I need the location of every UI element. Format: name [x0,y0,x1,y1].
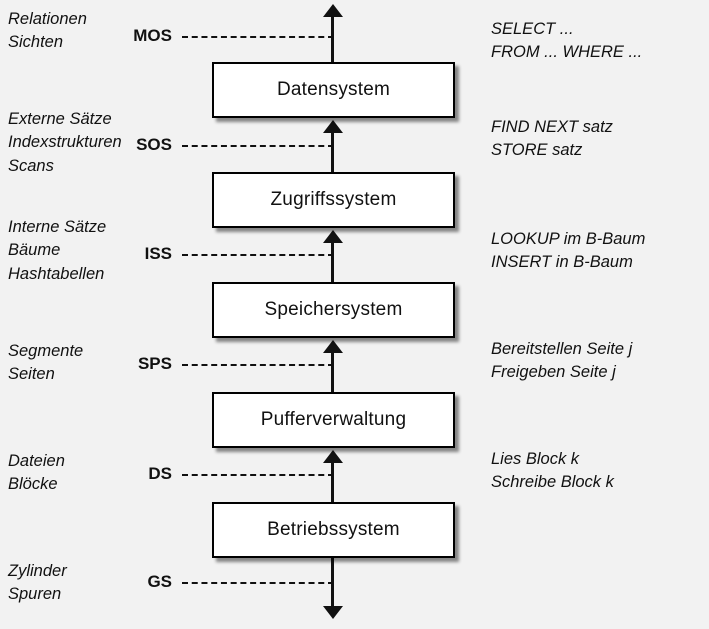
right-operation-line: Bereitstellen Seite j [491,340,633,358]
layer-box-pufferverwaltung[interactable] [212,392,455,448]
layer-box-label: Pufferverwaltung [260,409,407,430]
interface-label-gs: GS [147,572,172,591]
layer-box-betriebssystem[interactable] [212,502,455,558]
interface-label-ds: DS [148,464,172,483]
right-operation-line: SELECT ... [491,20,574,38]
interface-dash-sps [182,364,334,366]
arrow-segment-iss [331,242,334,282]
right-operations-speichersystem [491,228,706,275]
layer-box-datensystem[interactable] [212,62,455,118]
left-descriptor-line: Spuren [8,585,62,604]
interface-dash-mos [182,36,334,38]
right-operation-line: Lies Block k [491,450,580,468]
left-descriptor-line: Bäume [8,241,61,260]
right-operation-line: FIND NEXT satz [491,118,613,136]
arrow-segment-sos [331,132,334,172]
left-descriptor-line: Blöcke [8,475,58,494]
interface-label-mos: MOS [133,26,172,45]
right-operation-line: INSERT in B-Baum [491,253,633,272]
right-operations-datensystem [491,18,706,65]
left-descriptor-line: Scans [8,156,54,175]
interface-dash-gs [182,582,334,584]
left-descriptor-line: Dateien [8,452,65,470]
right-operation-line: FROM ... WHERE ... [491,43,643,62]
right-operation-line: Freigeben Seite j [491,363,616,382]
left-descriptor-line: Interne Sätze [8,218,107,236]
interface-label-sps: SPS [137,354,172,373]
interface-dash-sos [182,145,334,147]
left-descriptor-line: Relationen [8,10,87,28]
layer-box-label: Speichersystem [264,299,403,320]
interface-label-sos: SOS [136,135,172,154]
left-descriptor-line: Indexstrukturen [8,133,122,152]
layer-box-zugriffssystem[interactable] [212,172,455,228]
right-operation-line: LOOKUP im B-Baum [491,230,646,248]
right-operation-line: Schreibe Block k [491,473,614,492]
left-descriptor-line: Sichten [8,33,64,52]
interface-label-iss: ISS [144,244,172,263]
arrow-segment-top [331,16,334,62]
left-descriptor-line: Segmente [8,342,84,360]
arrow-segment-bottom [331,558,334,608]
right-operation-line: STORE satz [491,141,583,160]
right-operations-betriebssystem [491,448,706,495]
interface-dash-ds [182,474,334,476]
arrow-head-bottom [323,606,343,619]
right-operations-pufferverwaltung [491,338,706,385]
left-descriptor-line: Seiten [8,365,55,384]
left-descriptor-line: Zylinder [8,562,67,580]
arrow-segment-sps [331,352,334,392]
right-operations-zugriffssystem [491,116,706,163]
layer-box-label: Datensystem [276,79,391,100]
left-descriptor-line: Externe Sätze [8,110,112,128]
layer-box-label: Zugriffssystem [270,189,397,210]
left-descriptor-line: Hashtabellen [8,264,105,283]
interface-dash-iss [182,254,334,256]
layer-box-label: Betriebssystem [267,519,400,540]
arrow-segment-ds [331,462,334,502]
layer-box-speichersystem[interactable] [212,282,455,338]
